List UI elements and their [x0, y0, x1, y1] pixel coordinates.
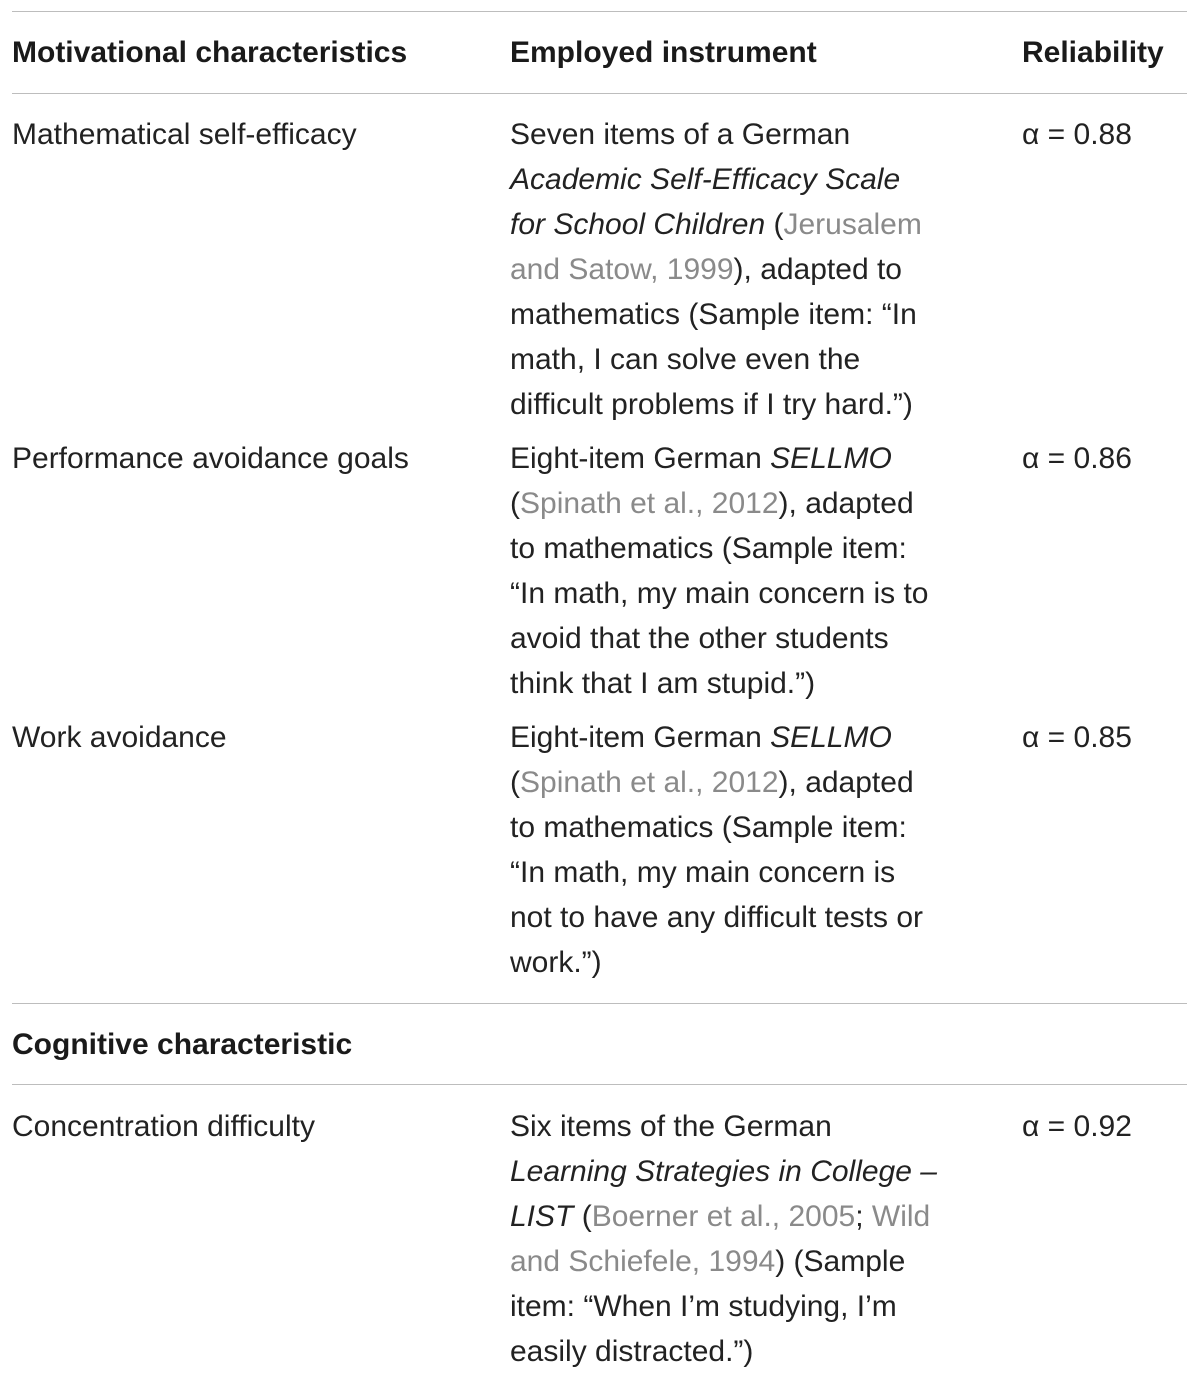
row-3-instrument: Eight-item German SELLMO (Spinath et al., 2012), adapted to mathematics (Sample item: “In math, my main concern is not to have any difficult tests or work.”) — [510, 721, 924, 979]
row-4-reliability: α = 0.92 — [1022, 1110, 1132, 1143]
row-1-instrument: Seven items of a German Academic Self-Efficacy Scale for School Children (Jerusalem and Satow, 1999), adapted to mathematics (Sample item: “In math, I can solve even the difficult problems if I try hard.”) — [510, 118, 922, 421]
row-4-characteristic: Concentration difficulty — [12, 1110, 315, 1143]
citation-link[interactable]: Boerner et al., 2005 — [591, 1200, 856, 1233]
row-4-instrument: Six items of the German Learning Strategies in College – LIST (Boerner et al., 2005; Wild and Schiefele, 1994) (Sample item: “When I’m studying, I’m easily distracted.”) — [510, 1110, 937, 1368]
row-1-reliability: α = 0.88 — [1022, 118, 1132, 151]
table-top-rule — [12, 11, 1187, 12]
citation-link[interactable]: Spinath et al., 2012 — [520, 487, 779, 520]
section-cognitive-characteristic: Cognitive characteristic — [12, 1028, 353, 1061]
section-rule — [12, 1003, 1187, 1004]
row-2-reliability: α = 0.86 — [1022, 442, 1132, 475]
citation-link[interactable]: Wild — [871, 1200, 931, 1233]
row-3-reliability: α = 0.85 — [1022, 721, 1132, 754]
section-header-rule — [12, 1084, 1187, 1085]
row-2-characteristic: Performance avoidance goals — [12, 442, 409, 475]
row-1-characteristic: Mathematical self-efficacy — [12, 118, 357, 151]
citation-link[interactable]: Jerusalem — [783, 208, 922, 241]
citation-link[interactable]: Spinath et al., 2012 — [520, 766, 779, 799]
citation-link[interactable]: and Satow, 1999 — [510, 253, 734, 286]
header-rule — [12, 93, 1187, 94]
citation-link[interactable]: and Schiefele, 1994 — [510, 1245, 776, 1278]
header-employed-instrument: Employed instrument — [510, 36, 817, 69]
row-2-instrument: Eight-item German SELLMO (Spinath et al., 2012), adapted to mathematics (Sample item: “In math, my main concern is to avoid that the other students think that I am stupid.”) — [510, 442, 929, 700]
header-motivational-characteristics: Motivational characteristics — [12, 36, 408, 69]
row-3-characteristic: Work avoidance — [12, 721, 227, 754]
header-reliability: Reliability — [1022, 36, 1164, 69]
